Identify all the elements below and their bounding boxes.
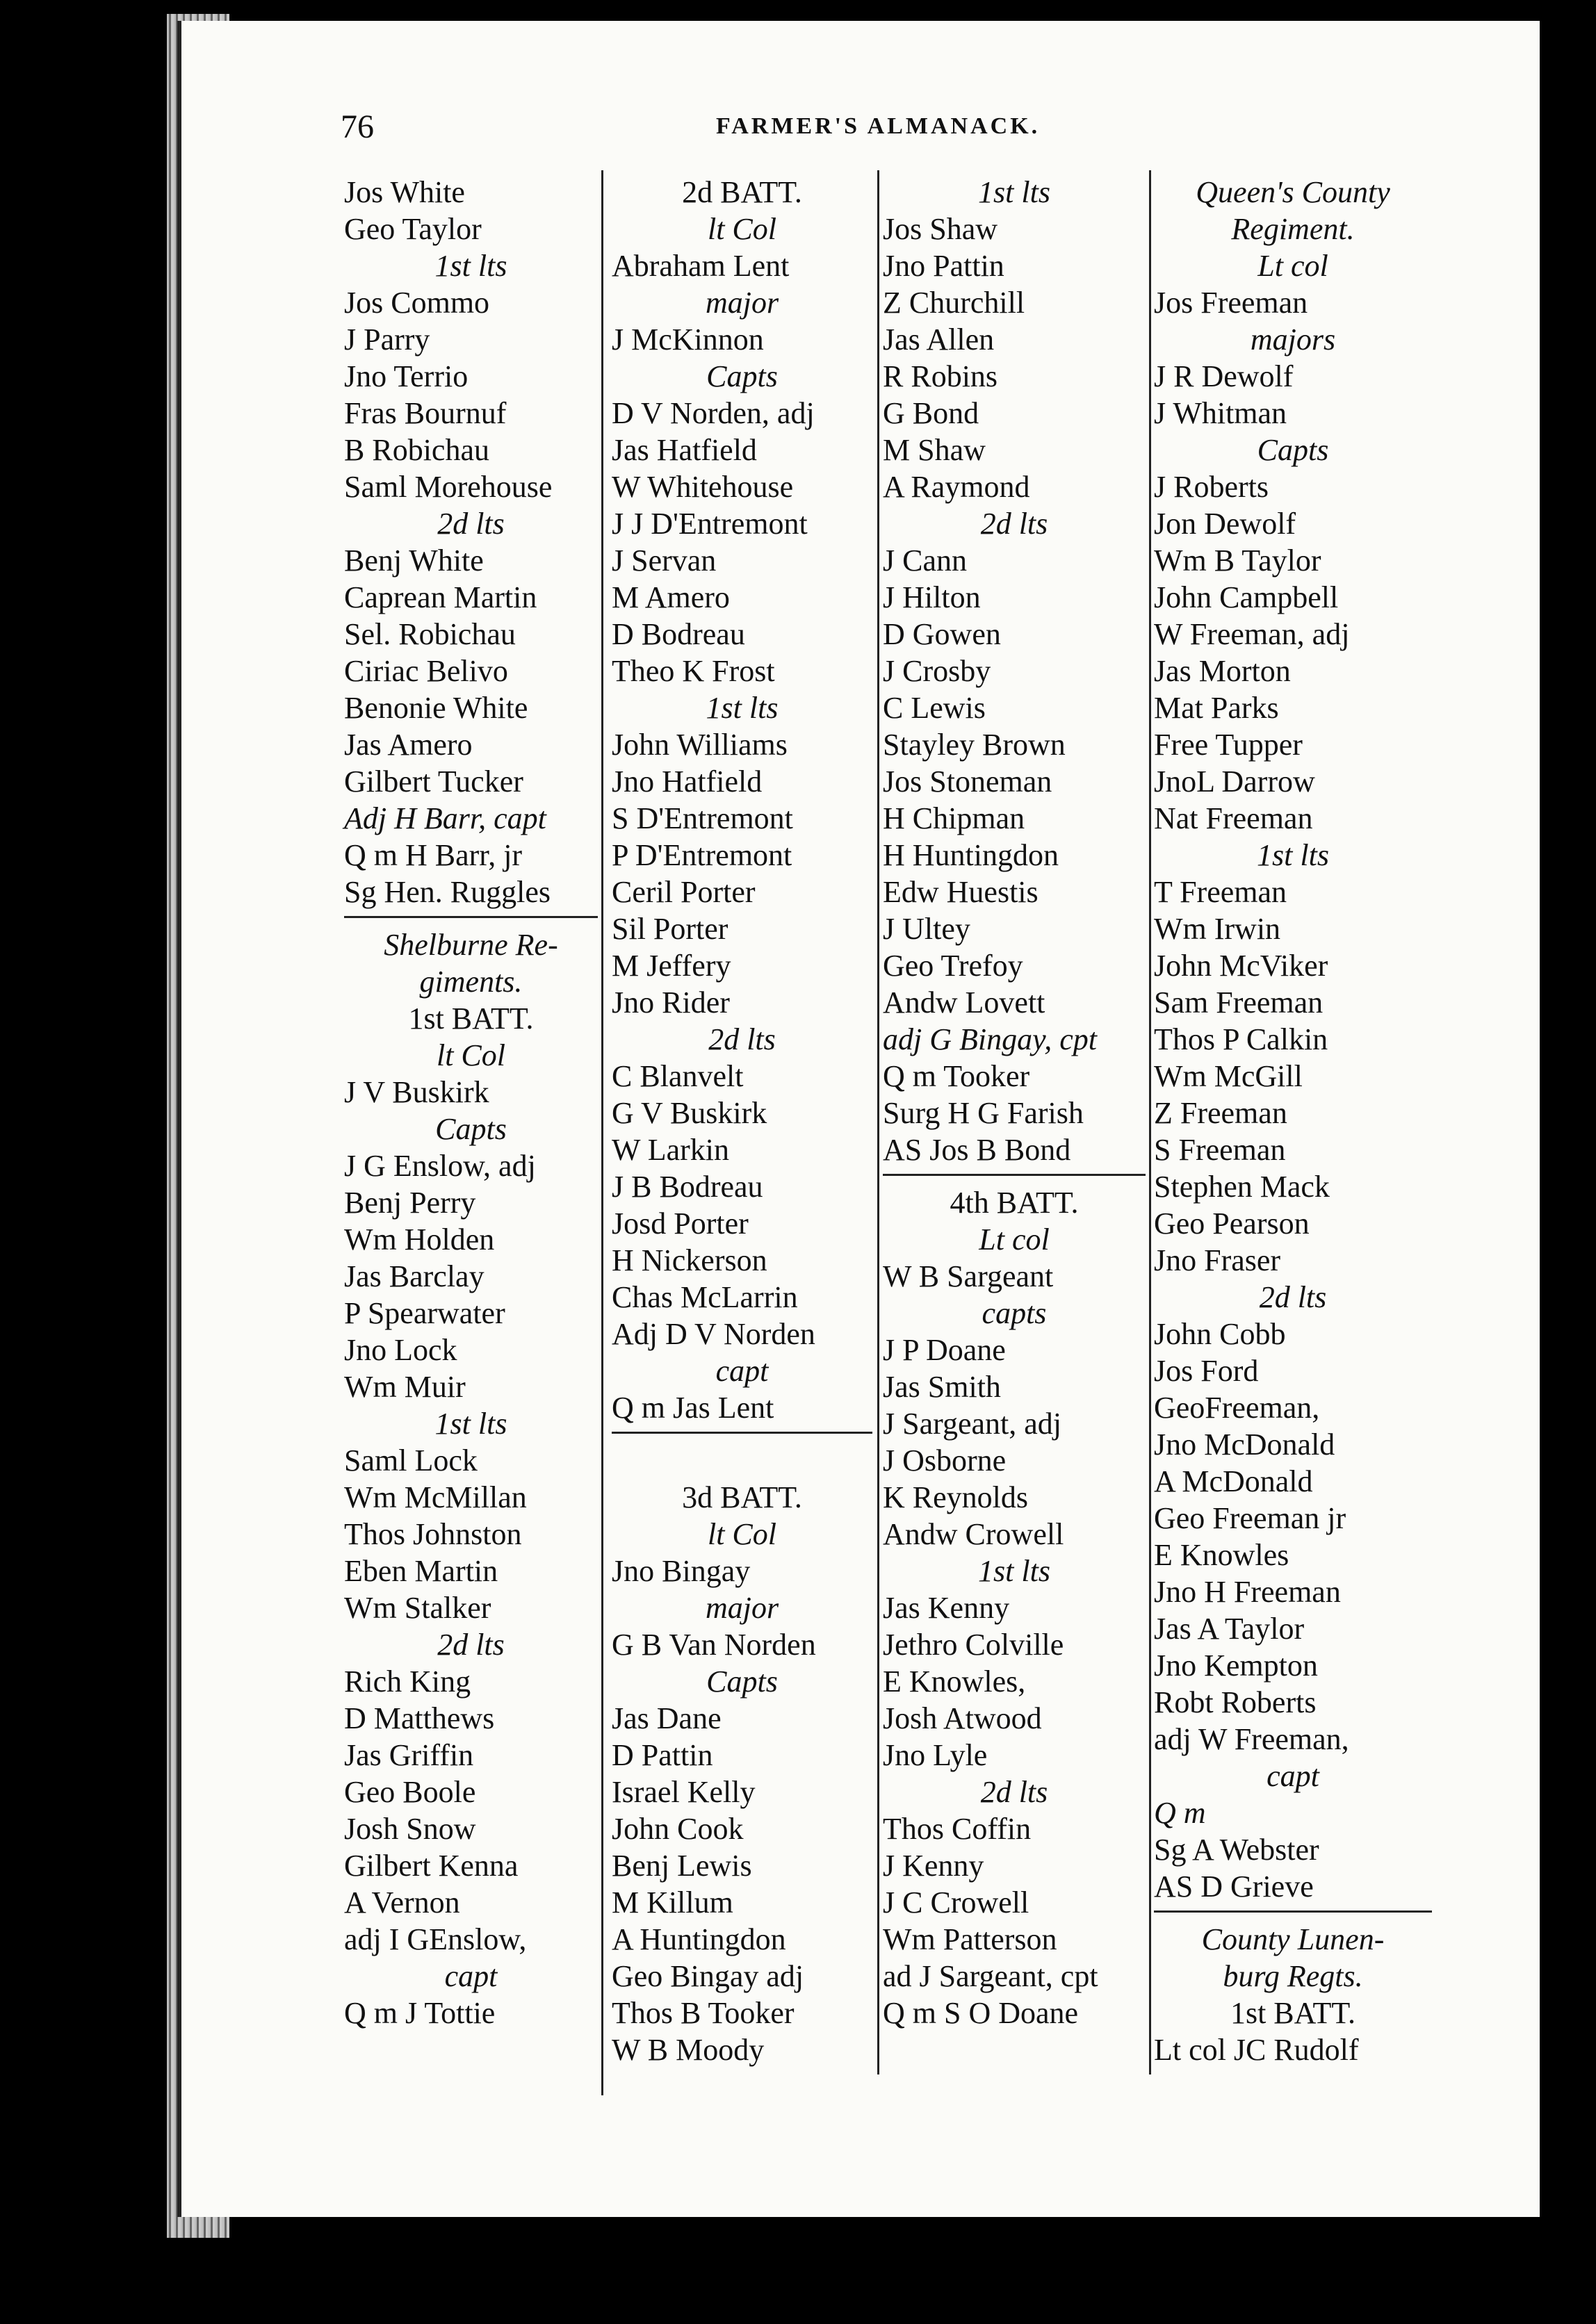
roster-entry: JnoL Darrow [1154,764,1315,799]
column-divider-3 [1149,170,1151,2075]
section-rule [344,916,598,918]
section-heading: 2d lts [708,1022,776,1056]
roster-entry: J Whitman [1154,396,1287,430]
roster-entry: A Raymond [883,470,1030,504]
roster-entry: W B Sargeant [883,1259,1054,1293]
roster-entry: J Roberts [1154,470,1269,504]
roster-entry: Rich King [344,1664,471,1699]
roster-entry: G Bond [883,396,979,430]
section-gap [612,1442,872,1479]
roster-entry: Nat Freeman [1154,801,1313,835]
roster-entry: H Nickerson [612,1243,767,1277]
section-heading: Capts [1257,433,1329,467]
roster-entry: P Spearwater [344,1296,505,1330]
roster-entry: Fras Bournuf [344,396,507,430]
roster-entry: Q m H Barr, jr [344,838,523,872]
roster-entry: T Freeman [1154,875,1287,909]
column-divider-1 [601,170,603,2095]
roster-entry: Jno Pattin [883,249,1004,283]
roster-entry: Edw Huestis [883,875,1039,909]
roster-entry: J Kenny [883,1849,984,1883]
roster-entry: J P Doane [883,1333,1006,1367]
roster-entry: H Huntingdon [883,838,1059,872]
roster-entry: J Sargeant, adj [883,1407,1062,1441]
roster-entry: Thos Johnston [344,1517,522,1551]
page-margin-dark [1540,0,1596,2324]
roster-entry: C Blanvelt [612,1059,744,1093]
roster-entry: Jas Barclay [344,1259,484,1293]
section-heading: capt [444,1959,498,1993]
roster-entry: Geo Boole [344,1775,476,1809]
roster-entry: Wm Holden [344,1222,495,1257]
roster-entry: Wm B Taylor [1154,543,1321,578]
roster-entry: J V Buskirk [344,1075,489,1109]
roster-column-1 [344,174,598,2031]
roster-entry: Wm Irwin [1154,912,1281,946]
roster-entry: Jas Amero [344,728,473,762]
section-heading: lt Col [436,1038,506,1072]
roster-entry: Jno Fraser [1154,1243,1281,1277]
roster-entry: H Chipman [883,801,1025,835]
section-heading: burg Regts. [1223,1959,1363,1993]
roster-entry: M Killum [612,1885,733,1920]
roster-entry: Andw Lovett [883,985,1045,1020]
roster-entry: Jos Shaw [883,212,998,246]
roster-entry: Q m Tooker [883,1059,1030,1093]
roster-entry: Josd Porter [612,1206,749,1241]
roster-entry: W Freeman, adj [1154,617,1350,651]
roster-entry: Lt col JC Rudolf [1154,2033,1359,2067]
section-heading: Capts [706,359,778,393]
section-heading: Regiment. [1231,212,1355,246]
roster-entry: Benj Perry [344,1186,476,1220]
section-heading: 1st lts [434,1407,507,1441]
section-heading: Lt col [1257,249,1328,283]
roster-entry: Gilbert Tucker [344,764,523,799]
roster-entry: Adj H Barr, capt [344,801,546,835]
roster-entry: G B Van Norden [612,1628,816,1662]
section-heading: 1st BATT. [1230,1996,1356,2030]
roster-entry: John Campbell [1154,580,1339,614]
roster-entry: Geo Trefoy [883,949,1023,983]
roster-entry: AS Jos B Bond [883,1133,1071,1167]
roster-entry: Jno Kempton [1154,1648,1318,1683]
roster-entry: John Cobb [1154,1317,1286,1351]
roster-entry: Q m Jas Lent [612,1391,774,1425]
roster-entry: Jno McDonald [1154,1427,1335,1462]
roster-entry: Jno Hatfield [612,764,763,799]
roster-column-2 [612,174,872,2068]
roster-entry: E Knowles [1154,1538,1289,1572]
roster-entry: J Parry [344,322,430,357]
roster-entry: Thos B Tooker [612,1996,795,2030]
roster-entry: Benj White [344,543,484,578]
section-heading: major [705,1591,779,1625]
roster-entry: Jas Griffin [344,1738,474,1772]
roster-entry: W B Moody [612,2033,765,2067]
roster-entry: Ceril Porter [612,875,756,909]
roster-entry: J B Bodreau [612,1170,763,1204]
roster-entry: J J D'Entremont [612,507,808,541]
roster-entry: Gilbert Kenna [344,1849,519,1883]
roster-entry: K Reynolds [883,1480,1028,1514]
roster-entry: Jos Stoneman [883,764,1052,799]
section-heading: 3d BATT. [682,1480,802,1514]
section-heading: giments. [419,965,523,999]
section-rule [1154,1910,1432,1913]
roster-entry: Wm McGill [1154,1059,1303,1093]
roster-entry: Sg A Webster [1154,1833,1319,1867]
section-heading: 2d lts [437,507,505,541]
roster-entry: W Whitehouse [612,470,794,504]
roster-entry: A Vernon [344,1885,460,1920]
roster-column-3 [883,174,1146,2031]
roster-entry: Jas Hatfield [612,433,757,467]
section-heading: County Lunen- [1201,1922,1385,1956]
roster-entry: M Amero [612,580,730,614]
roster-entry: Jno Lyle [883,1738,988,1772]
roster-entry: D Matthews [344,1701,495,1735]
roster-entry: Sel. Robichau [344,617,516,651]
roster-entry: Josh Atwood [883,1701,1042,1735]
roster-entry: Geo Taylor [344,212,482,246]
roster-entry: John McViker [1154,949,1328,983]
roster-entry: B Robichau [344,433,489,467]
section-heading: lt Col [707,1517,777,1551]
roster-entry: Andw Crowell [883,1517,1064,1551]
section-heading: Lt col [979,1222,1050,1257]
roster-entry: W Larkin [612,1133,730,1167]
page-header [341,108,1425,156]
roster-column-4 [1154,174,1432,2068]
roster-entry: D V Norden, adj [612,396,815,430]
roster-entry: Josh Snow [344,1812,476,1846]
roster-entry: J Servan [612,543,717,578]
roster-entry: Jno Lock [344,1333,457,1367]
section-heading: 2d lts [1259,1280,1327,1314]
page-number: 76 [341,108,374,145]
section-heading: Capts [706,1664,778,1699]
roster-entry: Q m [1154,1796,1206,1830]
section-heading: capts [982,1296,1047,1330]
roster-entry: Jno Bingay [612,1554,751,1588]
section-heading: 2d lts [980,507,1048,541]
roster-entry: Jas A Taylor [1154,1612,1305,1646]
roster-entry: A McDonald [1154,1464,1313,1498]
roster-entry: E Knowles, [883,1664,1026,1699]
roster-entry: adj G Bingay, cpt [883,1022,1097,1056]
roster-entry: Adj D V Norden [612,1317,815,1351]
section-heading: majors [1250,322,1336,357]
section-heading: capt [715,1354,769,1388]
section-heading: 1st BATT. [408,1001,534,1036]
roster-entry: Robt Roberts [1154,1685,1317,1719]
roster-entry: J Hilton [883,580,981,614]
section-heading: 2d BATT. [682,175,802,209]
roster-entry: AS D Grieve [1154,1869,1314,1904]
roster-entry: Jas Smith [883,1370,1001,1404]
roster-entry: Geo Bingay adj [612,1959,804,1993]
roster-entry: adj I GEnslow, [344,1922,527,1956]
roster-entry: J Ultey [883,912,970,946]
section-heading: 1st lts [434,249,507,283]
roster-entry: Israel Kelly [612,1775,756,1809]
roster-entry: Wm Muir [344,1370,466,1404]
roster-entry: Jno H Freeman [1154,1575,1341,1609]
roster-entry: Z Churchill [883,286,1025,320]
roster-entry: Thos Coffin [883,1812,1032,1846]
section-heading: lt Col [707,212,777,246]
section-rule [883,1174,1146,1176]
roster-entry: Surg H G Farish [883,1096,1084,1130]
roster-entry: John Cook [612,1812,744,1846]
section-heading: 1st lts [706,691,779,725]
section-heading: 1st lts [1257,838,1329,872]
roster-entry: ad J Sargeant, cpt [883,1959,1098,1993]
roster-entry: Jos Commo [344,286,490,320]
roster-entry: Sg Hen. Ruggles [344,875,551,909]
section-heading: 2d lts [980,1775,1048,1809]
roster-entry: Stephen Mack [1154,1170,1330,1204]
roster-entry: GeoFreeman, [1154,1391,1320,1425]
roster-entry: A Huntingdon [612,1922,786,1956]
roster-entry: Eben Martin [344,1554,498,1588]
roster-entry: Benj Lewis [612,1849,752,1883]
section-heading: 4th BATT. [950,1186,1079,1220]
roster-entry: Geo Pearson [1154,1206,1310,1241]
roster-entry: J R Dewolf [1154,359,1294,393]
roster-entry: Sil Porter [612,912,728,946]
roster-entry: Geo Freeman jr [1154,1501,1346,1535]
running-title: FARMER'S ALMANACK. [716,113,1041,139]
roster-entry: D Bodreau [612,617,745,651]
roster-entry: C Lewis [883,691,986,725]
roster-entry: Jas Dane [612,1701,722,1735]
roster-entry: J Cann [883,543,967,578]
section-rule [612,1432,872,1434]
roster-entry: Ciriac Belivo [344,654,508,688]
section-heading: capt [1267,1759,1319,1793]
section-heading: 1st lts [978,175,1050,209]
roster-entry: Wm McMillan [344,1480,527,1514]
roster-entry: S Freeman [1154,1133,1286,1167]
roster-entry: P D'Entremont [612,838,792,872]
roster-entry: D Gowen [883,617,1001,651]
roster-entry: J G Enslow, adj [344,1149,536,1183]
section-heading: 1st lts [978,1554,1050,1588]
roster-entry: J McKinnon [612,322,764,357]
roster-entry: Jos White [344,175,465,209]
roster-entry: R Robins [883,359,998,393]
roster-entry: Mat Parks [1154,691,1279,725]
roster-entry: Jethro Colville [883,1628,1064,1662]
roster-entry: adj W Freeman, [1154,1722,1349,1756]
roster-entry: Abraham Lent [612,249,790,283]
roster-entry: Free Tupper [1154,728,1303,762]
roster-entry: Jos Ford [1154,1354,1259,1388]
roster-entry: Caprean Martin [344,580,537,614]
roster-entry: Z Freeman [1154,1096,1287,1130]
section-heading: 2d lts [437,1628,505,1662]
roster-entry: Jas Allen [883,322,995,357]
roster-entry: Jas Morton [1154,654,1291,688]
roster-entry: Thos P Calkin [1154,1022,1328,1056]
section-heading: Capts [435,1112,507,1146]
roster-entry: Q m S O Doane [883,1996,1079,2030]
column-divider-2 [877,170,879,2075]
roster-entry: J C Crowell [883,1885,1029,1920]
roster-entry: Saml Lock [344,1443,478,1478]
roster-entry: Benonie White [344,691,528,725]
roster-entry: Chas McLarrin [612,1280,798,1314]
roster-entry: M Shaw [883,433,986,467]
roster-entry: Wm Patterson [883,1922,1057,1956]
section-heading: Queen's County [1196,175,1390,209]
section-heading: major [705,286,779,320]
section-heading: Shelburne Re- [384,928,558,962]
roster-entry: Sam Freeman [1154,985,1324,1020]
roster-entry: J Osborne [883,1443,1007,1478]
roster-entry: Jon Dewolf [1154,507,1296,541]
roster-entry: Jno Terrio [344,359,469,393]
roster-entry: Theo K Frost [612,654,775,688]
roster-entry: Jno Rider [612,985,730,1020]
roster-entry: Jos Freeman [1154,286,1308,320]
roster-entry: D Pattin [612,1738,713,1772]
roster-entry: Q m J Tottie [344,1996,496,2030]
roster-entry: G V Buskirk [612,1096,767,1130]
roster-entry: John Williams [612,728,788,762]
roster-entry: S D'Entremont [612,801,793,835]
roster-entry: J Crosby [883,654,991,688]
roster-entry: Saml Morehouse [344,470,553,504]
roster-entry: Jas Kenny [883,1591,1010,1625]
roster-entry: Wm Stalker [344,1591,491,1625]
roster-entry: M Jeffery [612,949,731,983]
roster-entry: Stayley Brown [883,728,1066,762]
